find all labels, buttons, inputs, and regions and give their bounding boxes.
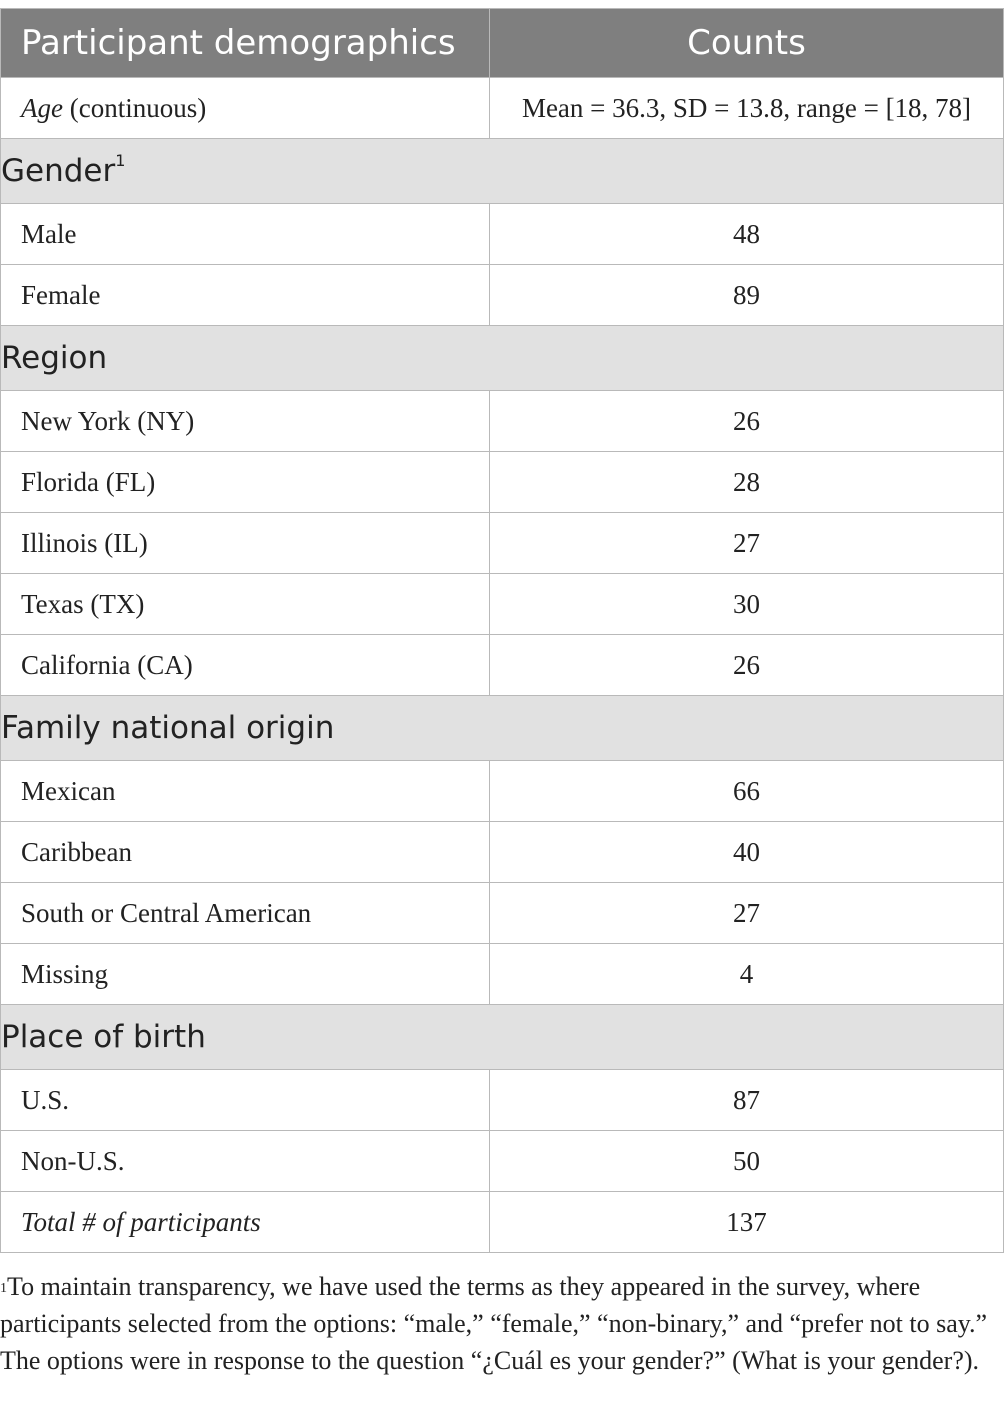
age-value: Mean = 36.3, SD = 13.8, range = [18, 78]: [490, 78, 1004, 139]
row-label: Illinois (IL): [1, 513, 490, 574]
table-footnote: [0, 1268, 1000, 1379]
footnote-text: To maintain transparency, we have used the terms as they appeared in the survey, where participants selected from the options: “male,” “female,” “non-binary,” and “prefer not to say.” The options were in response to the question “¿Cuál es your gender?” (What is your gender?).: [0, 1272, 988, 1375]
row-label: Missing: [1, 944, 490, 1005]
row-count: 40: [490, 822, 1004, 883]
section-title-region: Region: [1, 326, 1004, 391]
row-label: Male: [1, 204, 490, 265]
row-label: South or Central American: [1, 883, 490, 944]
row-count: 27: [490, 513, 1004, 574]
header-demographics: Participant demographics: [1, 9, 490, 78]
section-family-origin: [1, 696, 1004, 761]
table-row: [1, 944, 1004, 1005]
row-label: California (CA): [1, 635, 490, 696]
row-label: Female: [1, 265, 490, 326]
footnote-marker: 1: [115, 150, 126, 170]
total-label: Total # of participants: [1, 1192, 490, 1253]
table-row-age: [1, 78, 1004, 139]
table-row: [1, 574, 1004, 635]
row-count: 30: [490, 574, 1004, 635]
section-title-gender: [1, 139, 1004, 204]
row-count: 87: [490, 1070, 1004, 1131]
row-count: 26: [490, 391, 1004, 452]
gender-title: Gender: [1, 153, 116, 189]
total-value: 137: [490, 1192, 1004, 1253]
row-label: New York (NY): [1, 391, 490, 452]
row-label: Caribbean: [1, 822, 490, 883]
table-row: [1, 204, 1004, 265]
section-region: [1, 326, 1004, 391]
row-count: 66: [490, 761, 1004, 822]
row-label: Texas (TX): [1, 574, 490, 635]
table-header-row: [1, 9, 1004, 78]
table-row: [1, 513, 1004, 574]
row-count: 50: [490, 1131, 1004, 1192]
row-count: 27: [490, 883, 1004, 944]
table-row: [1, 452, 1004, 513]
table-row: [1, 635, 1004, 696]
header-counts: Counts: [490, 9, 1004, 78]
age-label-italic: Age: [21, 92, 63, 123]
row-label: U.S.: [1, 1070, 490, 1131]
section-place-of-birth: [1, 1005, 1004, 1070]
row-count: 48: [490, 204, 1004, 265]
row-label: Mexican: [1, 761, 490, 822]
demographics-table: [0, 8, 1004, 1253]
row-count: 28: [490, 452, 1004, 513]
row-count: 26: [490, 635, 1004, 696]
section-gender: [1, 139, 1004, 204]
age-label: [1, 78, 490, 139]
row-label: Non-U.S.: [1, 1131, 490, 1192]
section-title-family-origin: Family national origin: [1, 696, 1004, 761]
table-row: [1, 1070, 1004, 1131]
age-label-rest: (continuous): [62, 92, 207, 123]
table-row: [1, 1131, 1004, 1192]
table-row: [1, 822, 1004, 883]
table-row: [1, 761, 1004, 822]
table-row: [1, 391, 1004, 452]
row-count: 4: [490, 944, 1004, 1005]
section-title-place-of-birth: Place of birth: [1, 1005, 1004, 1070]
row-count: 89: [490, 265, 1004, 326]
table-row-total: [1, 1192, 1004, 1253]
table-row: [1, 265, 1004, 326]
row-label: Florida (FL): [1, 452, 490, 513]
footnote-marker: 1: [0, 1281, 7, 1296]
table-row: [1, 883, 1004, 944]
